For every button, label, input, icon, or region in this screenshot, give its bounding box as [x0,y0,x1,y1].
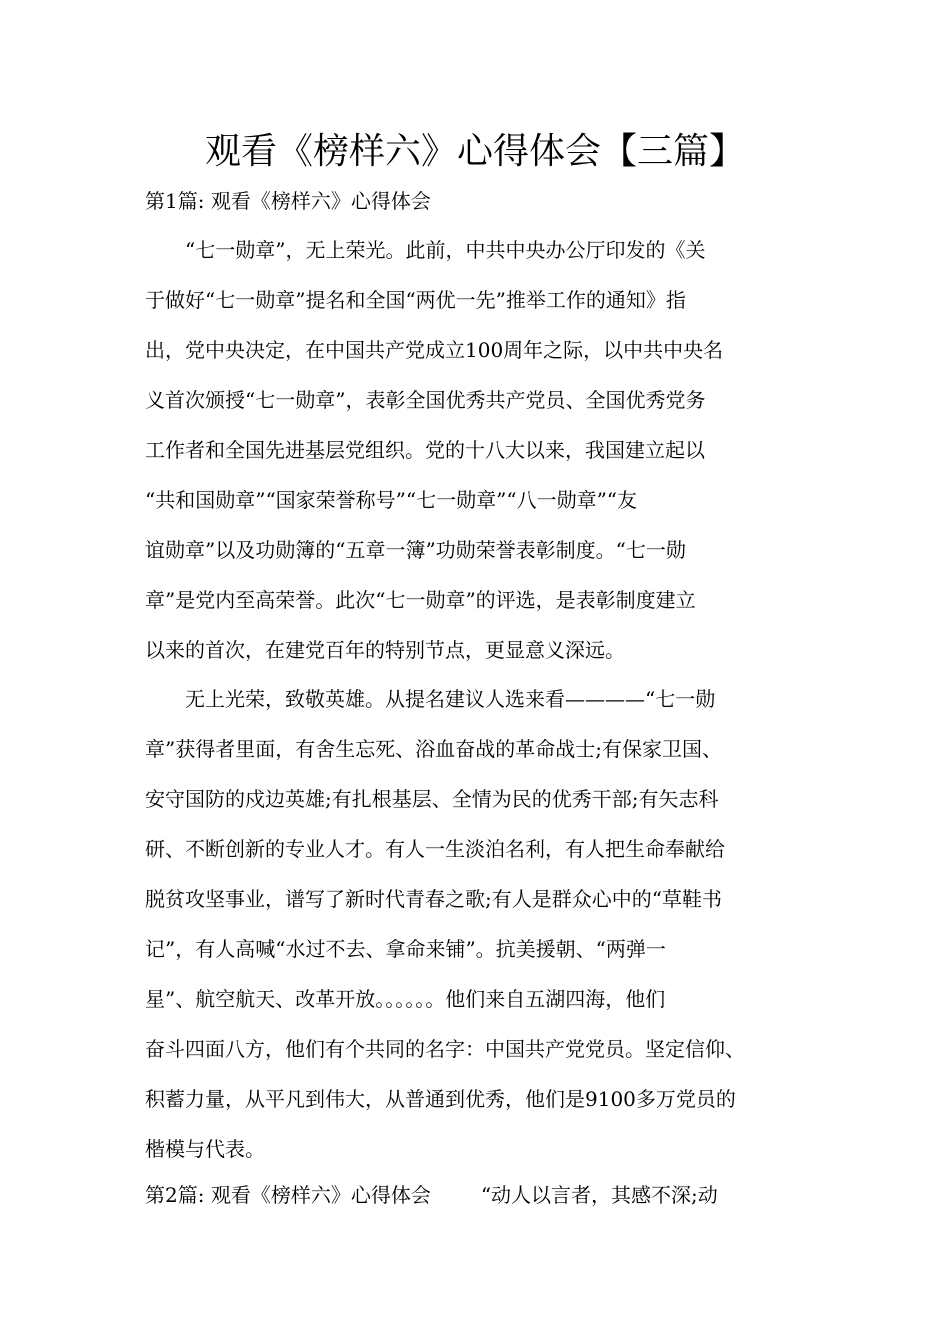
paragraph-line: 以来的首次，在建党百年的特别节点，更显意义深远。 [145,638,625,662]
paragraph-line: 研、不断创新的专业人才。有人一生淡泊名利，有人把生命奉献给 [145,837,725,861]
paragraph-line: 谊勋章”以及功勋簿的“五章一簿”功勋荣誉表彰制度。“七一勋 [145,538,686,562]
paragraph-2 [145,682,825,1167]
section-2-heading-line [145,1178,825,1213]
paragraph-line: 工作者和全国先进基层党组织。党的十八大以来，我国建立起以 [145,438,705,462]
paragraph-line: 章”获得者里面，有舍生忘死、浴血奋战的革命战士;有保家卫国、 [145,737,722,761]
paragraph-line: 于做好“七一勋章”提名和全国“两优一先”推举工作的通知》指 [145,288,686,312]
paragraph-line: 章”是党内至高荣誉。此次“七一勋章”的评选，是表彰制度建立 [145,588,696,612]
section-2-lead-text: “动人以言者，其感不深;动 [480,1183,718,1207]
document-title: 观看《榜样六》心得体会【三篇】 [204,131,745,172]
paragraph-line: “共和国勋章”“国家荣誉称号”“七一勋章”“八一勋章”“友 [145,488,638,512]
paragraph-line: 出，党中央决定，在中国共产党成立100周年之际，以中共中央名 [145,338,724,362]
paragraph-line: 积蓄力量，从平凡到伟大，从普通到优秀，他们是9100多万党员的 [145,1087,736,1111]
paragraph-line: 安守国防的戍边英雄;有扎根基层、全情为民的优秀干部;有矢志科 [145,787,719,811]
paragraph-line: 记”，有人高喊“水过不去、拿命来铺”。抗美援朝、“两弹一 [145,937,666,961]
paragraph-line: 无上光荣，致敬英雄。从提名建议人选来看————“七一勋 [185,687,716,711]
document-body [145,184,825,1213]
paragraph-line: “七一勋章”，无上荣光。此前，中共中央办公厅印发的《关 [185,238,706,262]
paragraph-1 [145,233,825,668]
section-2-heading: 第2篇: 观看《榜样六》心得体会 [145,1183,431,1207]
paragraph-line: 星”、航空航天、改革开放。。。。。。他们来自五湖四海，他们 [145,987,666,1011]
paragraph-line: 义首次颁授“七一勋章”，表彰全国优秀共产党员、全国优秀党务 [145,388,706,412]
section-1-heading: 第1篇: 观看《榜样六》心得体会 [145,189,431,213]
paragraph-line: 楷模与代表。 [145,1137,265,1161]
paragraph-line: 奋斗四面八方，他们有个共同的名字：中国共产党党员。坚定信仰、 [145,1037,745,1061]
paragraph-line: 脱贫攻坚事业，谱写了新时代青春之歌;有人是群众心中的“草鞋书 [145,887,722,911]
